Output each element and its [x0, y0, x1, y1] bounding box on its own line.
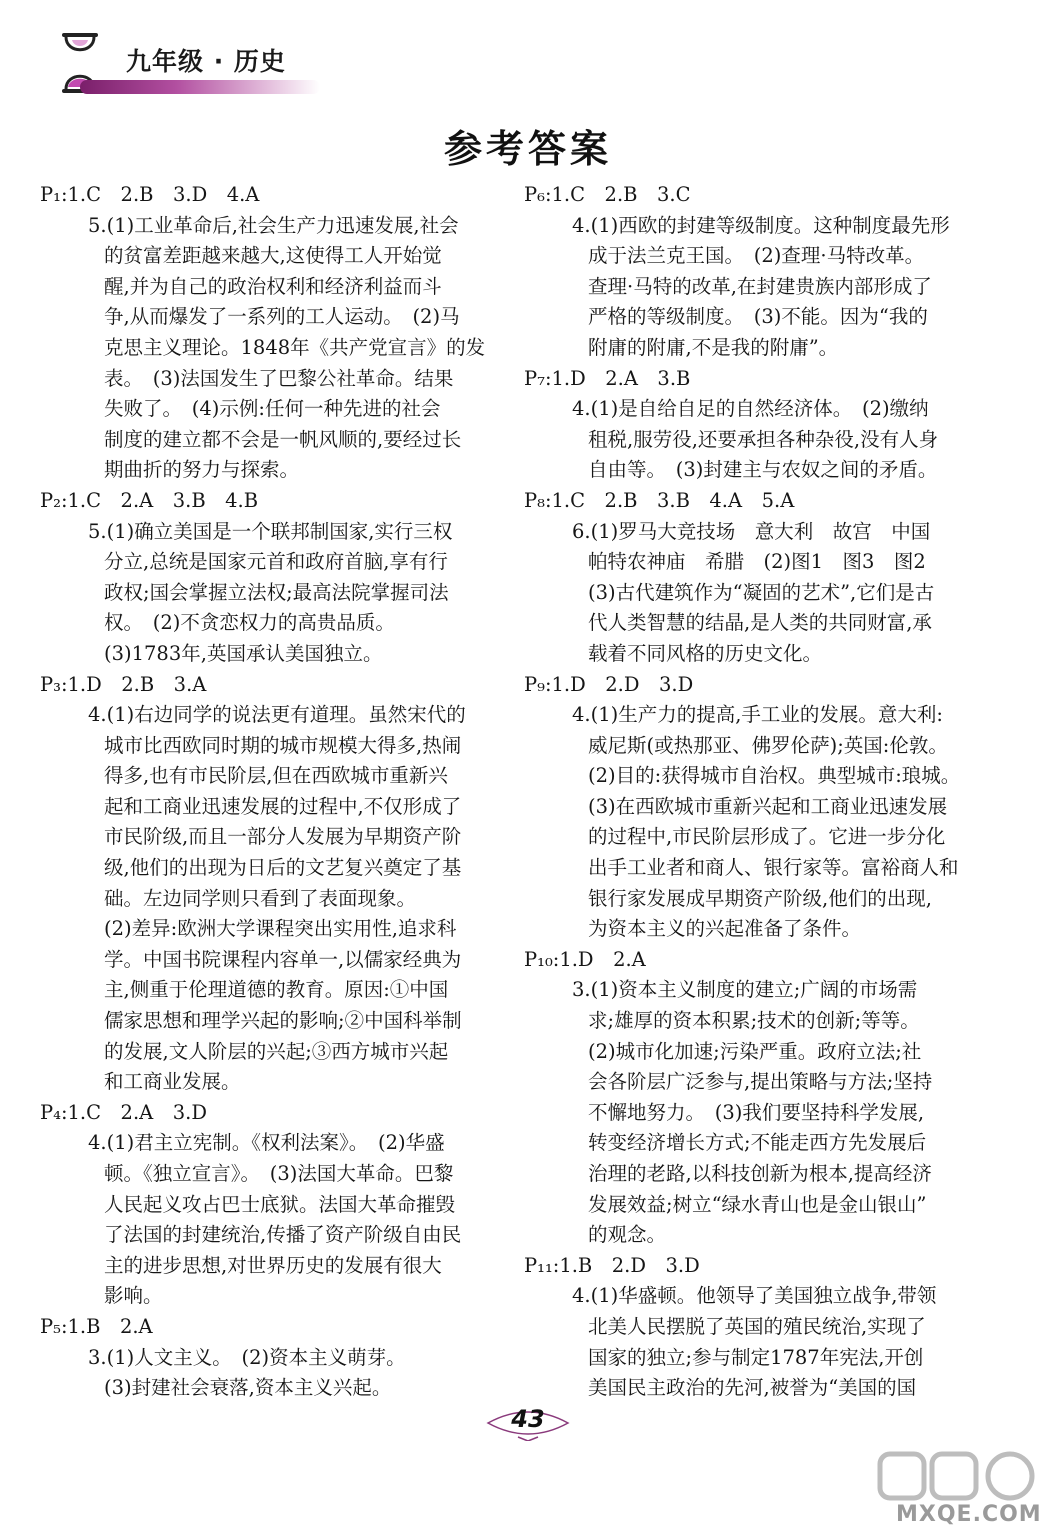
answer-line: 求;雄厚的资本积累;技术的创新;等等。 [588, 1009, 920, 1033]
answer-page-heading: P₁:1.C 2.B 3.D 4.A [40, 183, 260, 206]
answer-page-heading: P₄:1.C 2.A 3.D [40, 1100, 207, 1124]
answer-line: (3)在西欧城市重新兴起和工商业迅速发展 [588, 794, 948, 818]
answer-line: 主,侧重于伦理道德的教育。原因:①中国 [104, 978, 449, 1002]
page-header [40, 28, 340, 98]
answer-page-heading: P₉:1.D 2.D 3.D [524, 672, 694, 696]
answer-line: 威尼斯(或热那亚、佛罗伦萨);英国:伦敦。 [588, 733, 948, 757]
answer-line: (2)差异:欧洲大学课程突出实用性,追求科 [104, 917, 457, 941]
answer-line: 代人类智慧的结晶,是人类的共同财富,承 [588, 611, 932, 635]
answer-column-left [40, 180, 512, 1404]
answer-line: 4.(1)是自给自足的自然经济体。 (2)缴纳 [572, 397, 929, 421]
answer-page-heading: P₆:1.C 2.B 3.C [524, 183, 691, 206]
answer-line: 转变经济增长方式;不能走西方先发展后 [588, 1131, 927, 1155]
answer-line: 国家的独立;参与制定1787年宪法,开创 [588, 1345, 924, 1369]
answer-line: 北美人民摆脱了英国的殖民统治,实现了 [588, 1314, 926, 1338]
answer-line: 城市比西欧同时期的城市规模大得多,热闹 [104, 733, 462, 757]
answer-line: 市民阶级,而且一部分人发展为早期资产阶 [104, 825, 462, 849]
answer-line: 发展效益;树立“绿水青山也是金山银山” [588, 1192, 927, 1216]
answer-line: 的发展,文人阶层的兴起;③西方城市兴起 [104, 1039, 449, 1063]
answer-line: 查理·马特的改革,在封建贵族内部形成了 [588, 274, 932, 298]
page-number-badge [478, 1403, 578, 1441]
answer-line: 自由等。 (3)封建主与农奴之间的矛盾。 [588, 458, 938, 482]
answer-line: 附庸的附庸,不是我的附庸”。 [588, 335, 839, 359]
answer-line: 级,他们的出现为日后的文艺复兴奠定了基 [104, 856, 462, 880]
answer-line: 和工商业发展。 [104, 1070, 241, 1094]
answer-line: 3.(1)人文主义。 (2)资本主义萌芽。 [88, 1345, 406, 1369]
answer-page-heading: P₇:1.D 2.A 3.B [524, 366, 691, 390]
answer-line: 影响。 [104, 1284, 163, 1308]
answer-line: 争,从而爆发了一系列的工人运动。 (2)马 [104, 305, 460, 329]
answer-line: 为资本主义的兴起准备了条件。 [588, 917, 862, 941]
answer-line: 出手工业者和商人、银行家等。富裕商人和 [588, 856, 959, 880]
answer-page-heading: P₅:1.B 2.A [40, 1314, 153, 1338]
answer-line: 础。左边同学则只看到了表面现象。 [104, 886, 417, 910]
answer-line: 6.(1)罗马大竞技场 意大利 故宫 中国 [572, 519, 931, 543]
answer-page-heading: P₁₁:1.B 2.D 3.D [524, 1253, 700, 1277]
answer-line: 3.(1)资本主义制度的建立;广阔的市场需 [572, 978, 918, 1002]
answer-page-heading: P₂:1.C 2.A 3.B 4.B [40, 488, 259, 512]
answer-line: 4.(1)右边同学的说法更有道理。虽然宋代的 [88, 703, 466, 727]
answer-line: (3)古代建筑作为“凝固的艺术”,它们是古 [588, 580, 935, 604]
watermark [870, 1448, 1046, 1528]
answer-line: (3)封建社会衰落,资本主义兴起。 [104, 1376, 392, 1400]
answer-line: 银行家发展成早期资产阶级,他们的出现, [588, 886, 932, 910]
header-title: 九年级 · 历史 [126, 47, 286, 76]
answer-line: 成于法兰克王国。 (2)查理·马特改革。 [588, 244, 925, 268]
answer-line: 5.(1)工业革命后,社会生产力迅速发展,社会 [88, 213, 459, 237]
answer-line: 治理的老路,以科技创新为根本,提高经济 [588, 1162, 932, 1185]
answer-line: 顿。《独立宣言》。 (3)法国大革命。巴黎 [104, 1162, 454, 1185]
answer-line: 权。 (2)不贪恋权力的高贵品质。 [104, 611, 395, 635]
answer-page-heading: P₃:1.D 2.B 3.A [40, 672, 207, 696]
answer-line: 克思主义理论。1848年《共产党宣言》的发 [104, 335, 486, 359]
answer-line: 的贫富差距越来越大,这使得工人开始觉 [104, 244, 442, 268]
answer-line: 4.(1)华盛顿。他领导了美国独立战争,带领 [572, 1284, 937, 1308]
answer-line: 制度的建立都不会是一帆风顺的,要经过长 [104, 427, 462, 451]
answer-line: 主的进步思想,对世界历史的发展有很大 [104, 1253, 442, 1277]
answer-line: 不懈地努力。 (3)我们要坚持科学发展, [588, 1100, 925, 1124]
answer-logo-icon [870, 1448, 1046, 1504]
answer-line: 了法国的封建统治,传播了资产阶级自由民 [104, 1223, 462, 1247]
answer-page-heading: P₈:1.C 2.B 3.B 4.A 5.A [524, 488, 795, 512]
answer-line: 美国民主政治的先河,被誉为“美国的国 [588, 1376, 917, 1400]
answer-line: 起和工商业迅速发展的过程中,不仅形成了 [104, 794, 462, 818]
answer-line: 人民起义攻占巴士底狱。法国大革命摧毁 [104, 1192, 456, 1216]
answer-line: 会各阶层广泛参与,提出策略与方法;坚持 [588, 1070, 933, 1094]
answer-line: 4.(1)君主立宪制。《权利法案》。 (2)华盛 [88, 1131, 445, 1155]
answer-line: 醒,并为自己的政治权利和经济利益而斗 [104, 274, 442, 298]
answer-line: 失败了。 (4)示例:任何一种先进的社会 [104, 397, 441, 421]
answer-line: 租税,服劳役,还要承担各种杂役,没有人身 [588, 427, 939, 451]
page-number: 43 [511, 1405, 545, 1433]
answer-line: 的观念。 [588, 1223, 667, 1247]
answer-line: 4.(1)西欧的封建等级制度。这种制度最先形 [572, 213, 950, 237]
answer-line: 期曲折的努力与探索。 [104, 458, 300, 482]
answer-page-heading: P₁₀:1.D 2.A [524, 947, 646, 971]
answer-line: 得多,也有市民阶层,但在西欧城市重新兴 [104, 764, 448, 788]
answer-line: (3)1783年,英国承认美国独立。 [104, 641, 383, 665]
watermark-text: MXQE.COM [896, 1502, 1042, 1527]
answer-line: (2)目的:获得城市自治权。典型城市:琅城。 [588, 764, 961, 788]
answer-line: 儒家思想和理学兴起的影响;②中国科举制 [104, 1009, 462, 1033]
answer-line: 帕特农神庙 希腊 (2)图1 图3 图2 [588, 550, 926, 574]
header-decoration-bar [80, 80, 320, 94]
answer-line: 分立,总统是国家元首和政府首脑,享有行 [104, 550, 448, 574]
answer-line: 4.(1)生产力的提高,手工业的发展。意大利: [572, 703, 943, 727]
answer-line: 的过程中,市民阶层形成了。它进一步分化 [588, 825, 946, 849]
answer-line: 5.(1)确立美国是一个联邦制国家,实行三权 [88, 519, 453, 543]
page-title: 参考答案 [443, 127, 612, 171]
answer-column-right [524, 180, 976, 1404]
answer-line: 载着不同风格的历史文化。 [588, 641, 823, 665]
answer-line: 表。 (3)法国发生了巴黎公社革命。结果 [104, 366, 454, 390]
answer-line: 严格的等级制度。 (3)不能。因为“我的 [588, 305, 928, 329]
answer-line: (2)城市化加速;污染严重。政府立法;社 [588, 1039, 922, 1063]
answer-line: 政权;国会掌握立法权;最高法院掌握司法 [104, 580, 449, 604]
answer-line: 学。中国书院课程内容单一,以儒家经典为 [104, 947, 462, 971]
